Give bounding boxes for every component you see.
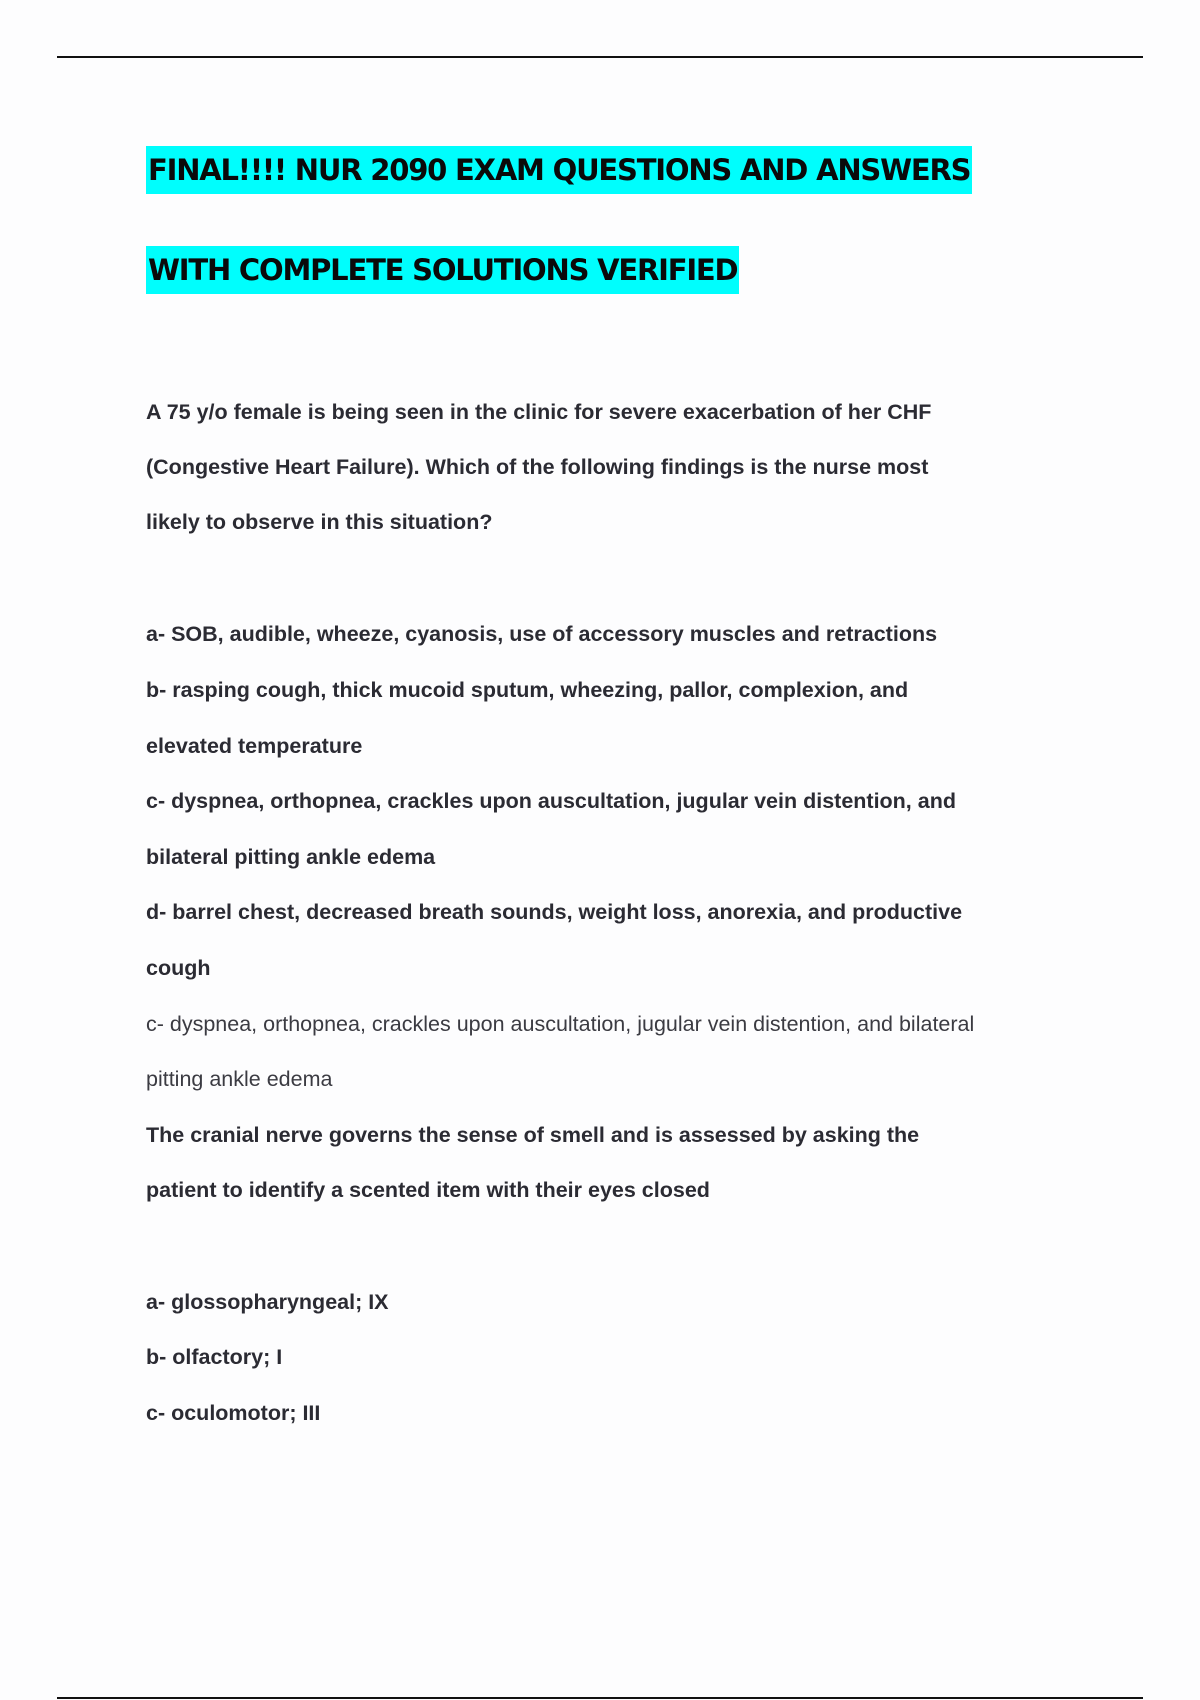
question-1-stem-line-3: likely to observe in this situation? (146, 510, 493, 534)
document-title-line-1: FINAL!!!! NUR 2090 EXAM QUESTIONS AND ANSWERS (146, 146, 972, 194)
question-1-answer-line-1: c- dyspnea, orthopnea, crackles upon auscultation, jugular vein distention, and bilateral (146, 1012, 975, 1036)
question-1-option-c: c- dyspnea, orthopnea, crackles upon auscultation, jugular vein distention, and (146, 789, 956, 813)
question-1-answer-line-2: pitting ankle edema (146, 1067, 333, 1091)
header-rule (57, 56, 1143, 58)
footer-rule (57, 1697, 1143, 1699)
question-1-stem-line-2: (Congestive Heart Failure). Which of the following findings is the nurse most (146, 455, 929, 479)
question-2-stem-line-1: The cranial nerve governs the sense of smell and is assessed by asking the (146, 1123, 920, 1147)
question-1-option-d-cont: cough (146, 956, 211, 980)
document-title-line-2: WITH COMPLETE SOLUTIONS VERIFIED (146, 246, 739, 294)
question-2-option-c: c- oculomotor; III (146, 1401, 321, 1425)
question-1-option-b-cont: elevated temperature (146, 734, 363, 758)
question-2-option-a: a- glossopharyngeal; IX (146, 1290, 389, 1314)
question-1-option-a: a- SOB, audible, wheeze, cyanosis, use of accessory muscles and retractions (146, 622, 938, 646)
question-1-option-c-cont: bilateral pitting ankle edema (146, 845, 436, 869)
question-1-stem-line-1: A 75 y/o female is being seen in the clinic for severe exacerbation of her CHF (146, 400, 932, 424)
question-1-option-d: d- barrel chest, decreased breath sounds, weight loss, anorexia, and productive (146, 900, 963, 924)
question-2-stem-line-2: patient to identify a scented item with their eyes closed (146, 1178, 710, 1202)
question-2-option-b: b- olfactory; I (146, 1345, 283, 1369)
question-1-option-b: b- rasping cough, thick mucoid sputum, wheezing, pallor, complexion, and (146, 678, 909, 702)
